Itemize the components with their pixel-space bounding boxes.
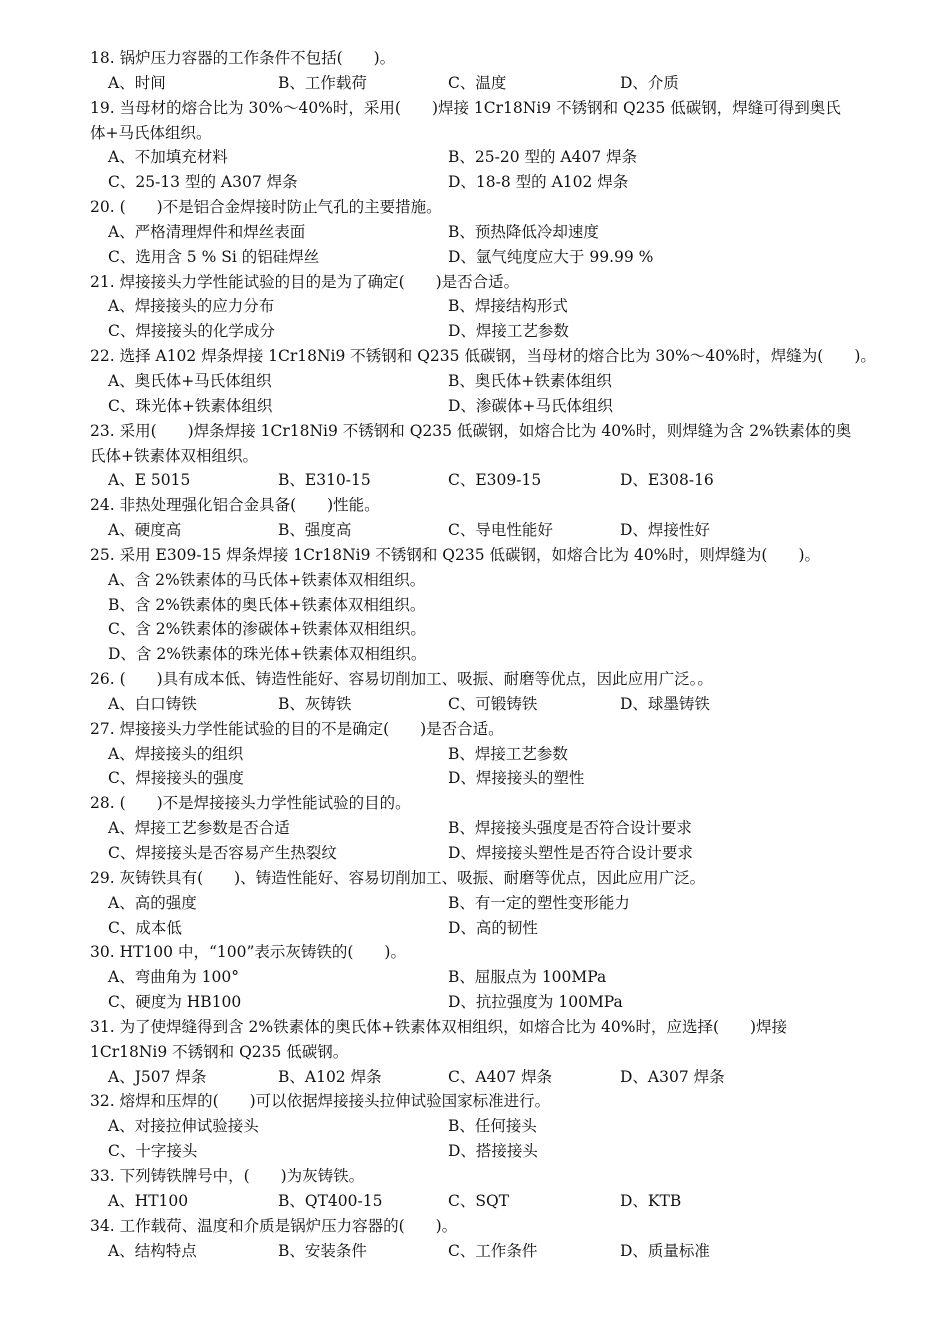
- question-block: [90, 195, 865, 270]
- question-stem-continued: 1Cr18Ni9 不锈钢和 Q235 低碳钢。: [90, 1042, 349, 1061]
- question-block: [90, 344, 876, 419]
- answer-option: B、灰铸铁: [278, 694, 352, 713]
- answer-option: D、搭接接头: [448, 1142, 538, 1161]
- answer-option: B、有一定的塑性变形能力: [448, 893, 630, 912]
- question-stem: 31. 为了使焊缝得到含 2%铁素体的奥氏体+铁素体双相组织，如熔合比为 40%时，应选择( )焊接: [90, 1017, 788, 1036]
- option-row: [90, 394, 865, 419]
- question-block: [90, 270, 865, 345]
- answer-option: B、预热降低冷却速度: [448, 222, 599, 241]
- option-row: [90, 642, 865, 667]
- answer-option: B、焊接接头强度是否符合设计要求: [448, 819, 692, 838]
- option-row: [90, 170, 865, 195]
- answer-option: D、焊接接头塑性是否符合设计要求: [448, 844, 693, 862]
- option-row: [90, 891, 865, 916]
- answer-option: D、焊接接头的塑性: [448, 769, 585, 788]
- question-block: [90, 940, 865, 1015]
- option-row: [90, 71, 865, 96]
- answer-option: C、可锻铸铁: [448, 694, 538, 713]
- question-stem: 22. 选择 A102 焊条焊接 1Cr18Ni9 不锈钢和 Q235 低碳钢，当母材的熔合比为 30%～40%时，焊缝为( )。: [90, 347, 876, 366]
- answer-option: C、E309-15: [448, 471, 542, 490]
- option-row: [90, 1065, 865, 1090]
- answer-option: B、安装条件: [278, 1241, 367, 1260]
- answer-option: A、E 5015: [108, 471, 191, 490]
- option-row: [90, 965, 865, 990]
- option-row: [90, 1189, 865, 1214]
- answer-option: B、E310-15: [278, 471, 371, 490]
- answer-option: A、焊接接头的组织: [108, 744, 244, 763]
- question-block: [90, 1089, 865, 1164]
- answer-option: B、强度高: [278, 521, 352, 540]
- option-row: [90, 568, 865, 593]
- question-stem: 25. 采用 E309-15 焊条焊接 1Cr18Ni9 不锈钢和 Q235 低碳钢，如熔合比为 40%时，则焊缝为( )。: [90, 545, 821, 564]
- question-list: [90, 46, 876, 1263]
- answer-option: D、抗拉强度为 100MPa: [448, 993, 623, 1012]
- option-row: [90, 916, 865, 941]
- answer-option: A、焊接工艺参数是否合适: [108, 819, 290, 838]
- option-row: [90, 990, 865, 1015]
- option-row: [90, 816, 865, 841]
- question-stem: 27. 焊接接头力学性能试验的目的不是确定( )是否合适。: [90, 719, 504, 738]
- answer-option: C、25-13 型的 A307 焊条: [108, 173, 298, 192]
- question-block: [90, 866, 865, 941]
- answer-option: A、对接拉伸试验接头: [108, 1117, 259, 1136]
- question-block: [90, 1214, 865, 1264]
- answer-option: A、不加填充材料: [108, 148, 228, 167]
- option-row: [90, 593, 865, 618]
- option-row: [90, 617, 865, 642]
- answer-option: C、成本低: [108, 918, 182, 937]
- answer-option: B、含 2%铁素体的奥氏体+铁素体双相组织。: [108, 595, 426, 614]
- question-stem: 18. 锅炉压力容器的工作条件不包括( )。: [90, 49, 396, 67]
- option-row: [90, 294, 865, 319]
- answer-option: C、含 2%铁素体的渗碳体+铁素体双相组织。: [108, 620, 426, 639]
- question-stem: 33. 下列铸铁牌号中，( )为灰铸铁。: [90, 1166, 365, 1185]
- question-stem-continued: 氏体+铁素体双相组织。: [90, 446, 258, 465]
- question-block: [90, 667, 865, 717]
- question-block: [90, 1015, 865, 1090]
- answer-option: D、18-8 型的 A102 焊条: [448, 173, 629, 192]
- question-stem: 19. 当母材的熔合比为 30%～40%时，采用( )焊接 1Cr18Ni9 不锈钢和 Q235 低碳钢，焊缝可得到奥氏: [90, 98, 841, 117]
- answer-option: D、球墨铸铁: [620, 694, 710, 713]
- answer-option: C、焊接接头的化学成分: [108, 322, 275, 341]
- answer-option: A、焊接接头的应力分布: [108, 297, 275, 316]
- answer-option: B、25-20 型的 A407 焊条: [448, 148, 638, 167]
- question-stem: 32. 熔焊和压焊的( )可以依据焊接接头拉伸试验国家标准进行。: [90, 1092, 551, 1111]
- question-stem: 23. 采用( )焊条焊接 1Cr18Ni9 不锈钢和 Q235 低碳钢，如熔合比为 40%时，则焊缝为含 2%铁素体的奥: [90, 421, 852, 440]
- question-block: [90, 46, 865, 96]
- answer-option: C、SQT: [448, 1191, 510, 1210]
- answer-option: C、导电性能好: [448, 521, 553, 540]
- question-stem: 24. 非热处理强化铝合金具备( )性能。: [90, 496, 380, 515]
- option-row: [90, 245, 865, 270]
- answer-option: B、任何接头: [448, 1117, 537, 1136]
- option-row: [90, 1239, 865, 1264]
- answer-option: C、十字接头: [108, 1142, 198, 1161]
- answer-option: D、含 2%铁素体的珠光体+铁素体双相组织。: [108, 645, 427, 664]
- question-stem: 30. HT100 中，“100”表示灰铸铁的( )。: [90, 943, 406, 962]
- answer-option: B、焊接结构形式: [448, 297, 568, 316]
- answer-option: A、白口铸铁: [108, 694, 197, 713]
- answer-option: D、氩气纯度应大于 99.99 %: [448, 247, 654, 266]
- answer-option: D、质量标准: [620, 1241, 710, 1260]
- answer-option: B、屈服点为 100MPa: [448, 968, 607, 987]
- question-stem: 29. 灰铸铁具有( )、铸造性能好、容易切削加工、吸振、耐磨等优点，因此应用广泛。: [90, 868, 706, 887]
- option-row: [90, 319, 865, 344]
- option-row: [90, 692, 865, 717]
- option-row: [90, 145, 865, 170]
- option-row: [90, 841, 865, 866]
- answer-option: C、焊接接头的强度: [108, 769, 244, 788]
- question-stem: 28. ( )不是焊接接头力学性能试验的目的。: [90, 794, 411, 813]
- option-row: [90, 766, 865, 791]
- answer-option: B、QT400-15: [278, 1191, 383, 1210]
- answer-option: C、硬度为 HB100: [108, 993, 242, 1012]
- answer-option: C、A407 焊条: [448, 1067, 553, 1086]
- answer-option: B、工作载荷: [278, 73, 367, 92]
- question-block: [90, 791, 865, 866]
- answer-option: A、严格清理焊件和焊丝表面: [108, 222, 306, 241]
- answer-option: D、E308-16: [620, 471, 714, 490]
- option-row: [90, 518, 865, 543]
- answer-option: D、介质: [620, 73, 679, 92]
- answer-option: C、工作条件: [448, 1241, 538, 1260]
- option-row: [90, 742, 865, 767]
- answer-option: A、奥氏体+马氏体组织: [108, 371, 272, 390]
- question-block: [90, 543, 865, 667]
- question-block: [90, 96, 865, 195]
- answer-option: D、焊接性好: [620, 521, 710, 540]
- question-block: [90, 419, 865, 494]
- answer-option: A、硬度高: [108, 521, 182, 540]
- answer-option: A、HT100: [108, 1191, 189, 1210]
- answer-option: D、焊接工艺参数: [448, 322, 569, 341]
- option-row: [90, 369, 865, 394]
- answer-option: C、温度: [448, 73, 507, 92]
- answer-option: C、焊接接头是否容易产生热裂纹: [108, 844, 337, 862]
- question-block: [90, 717, 865, 792]
- question-stem-continued: 体+马氏体组织。: [90, 123, 212, 142]
- answer-option: A、时间: [108, 73, 166, 92]
- answer-option: C、珠光体+铁素体组织: [108, 396, 273, 415]
- option-row: [90, 468, 865, 493]
- answer-option: D、渗碳体+马氏体组织: [448, 396, 613, 415]
- question-stem: 21. 焊接接头力学性能试验的目的是为了确定( )是否合适。: [90, 272, 520, 291]
- answer-option: A、高的强度: [108, 893, 197, 912]
- answer-option: A、含 2%铁素体的马氏体+铁素体双相组织。: [108, 570, 426, 589]
- option-row: [90, 220, 865, 245]
- answer-option: C、选用含 5 % Si 的铝硅焊丝: [108, 247, 320, 266]
- question-stem: 20. ( )不是铝合金焊接时防止气孔的主要措施。: [90, 198, 442, 217]
- question-stem: 26. ( )具有成本低、铸造性能好、容易切削加工、吸振、耐磨等优点，因此应用广泛。。: [90, 670, 713, 689]
- answer-option: A、J507 焊条: [108, 1067, 207, 1086]
- question-block: [90, 1164, 865, 1214]
- answer-option: D、A307 焊条: [620, 1067, 725, 1086]
- question-block: [90, 493, 865, 543]
- answer-option: A、结构特点: [108, 1241, 197, 1260]
- option-row: [90, 1139, 865, 1164]
- answer-option: D、KTB: [620, 1191, 682, 1210]
- option-row: [90, 1114, 865, 1139]
- answer-option: B、A102 焊条: [278, 1067, 382, 1086]
- answer-option: D、高的韧性: [448, 918, 538, 937]
- answer-option: B、奥氏体+铁素体组织: [448, 371, 612, 390]
- answer-option: A、弯曲角为 100°: [108, 968, 239, 987]
- answer-option: B、焊接工艺参数: [448, 744, 568, 763]
- question-stem: 34. 工作载荷、温度和介质是锅炉压力容器的( )。: [90, 1216, 458, 1235]
